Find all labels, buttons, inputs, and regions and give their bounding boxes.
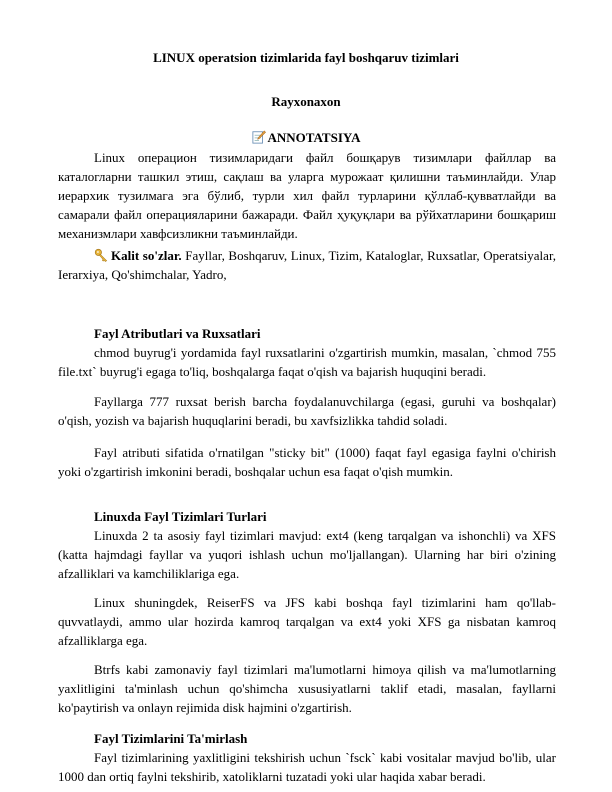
annotation-heading: ANNOTATSIYA — [267, 130, 361, 145]
key-icon — [94, 248, 108, 262]
paragraph: Fayl atributi sifatida o'rnatilgan "sticky bit" (1000) faqat fayl egasiga faylni o'chirish yoki o'zgartirish imkonini beradi, boshqalar uchun esa faqat o'qish mumkin. — [58, 445, 556, 479]
section-heading: Fayl Tizimlarini Ta'mirlash — [94, 731, 248, 746]
paragraph: Fayllarga 777 ruxsat berish barcha foydalanuvchilarga (egasi, guruhi va boshqalar) o'qish, yozish va bajarish huquqlarini beradi, bu xavfsizlikka tahdid soladi. — [58, 394, 556, 428]
paragraph: chmod buyrug'i yordamida fayl ruxsatlarini o'zgartirish mumkin, masalan, `chmod 755 file.txt` buyrug'i egaga to'liq, boshqalarga faqat o'qish va bajarish huquqini beradi. — [58, 345, 556, 379]
section-heading: Fayl Atributlari va Ruxsatlari — [94, 326, 261, 341]
keywords-label: Kalit so'zlar. — [111, 248, 182, 263]
annotation-text: Linux операцион тизимларидаги файл бошқарув тизимлари файллар ва каталогларни ташкил этиш, сақлаш ва уларга мурожаат қилишни таъминлайди. Улар иерархик тузилмага эга бўлиб, турли хил файл турларини қўллаб-қувватлайди ва самарали файл операцияларини бажаради. Файл ҳуқуқлари ва рўйхатларини бошқариш механизмлари хавфсизликни таъминлайди. — [58, 150, 556, 241]
keywords-paragraph — [58, 246, 556, 284]
annotation-heading-row — [0, 130, 612, 146]
author-name: Rayxonaxon — [271, 94, 341, 109]
paragraph: Fayl tizimlarining yaxlitligini tekshirish uchun `fsck` kabi vositalar mavjud bo'lib, ular 1000 dan ortiq faylni tekshirib, xatoliklarni tuzatadi yoki ular haqida xabar beradi. — [58, 750, 556, 784]
paragraph: Linux shuningdek, ReiserFS va JFS kabi boshqa fayl tizimlarini ham qo'llab-quvvatlaydi, ammo ular hozirda kamroq tarqalgan va ext4 yoki XFS ga nisbatan kamroq afzalliklarga ega. — [58, 595, 556, 648]
paragraph: Btrfs kabi zamonaviy fayl tizimlari ma'lumotlarni himoya qilish va ma'lumotlarning yaxlitligini ta'minlash uchun qo'shimcha xususiyatlarni taklif etadi, masalan, fayllarni ko'paytirish va onlayn rejimida disk hajmini o'zgartirish. — [58, 662, 556, 715]
section-heading: Linuxda Fayl Tizimlari Turlari — [94, 509, 267, 524]
memo-icon — [252, 130, 266, 144]
keywords-text: Fayllar, Boshqaruv, Linux, Tizim, Kataloglar, Ruxsatlar, Operatsiyalar, Ierarxiya, Qo'shimchalar, Yadro, — [58, 248, 556, 282]
document-title: LINUX operatsion tizimlarida fayl boshqaruv tizimlari — [153, 50, 459, 65]
paragraph: Linuxda 2 ta asosiy fayl tizimlari mavjud: ext4 (keng tarqalgan va ishonchli) va XFS (katta hajmdagi fayllar va yuqori ishlash uchun mo'ljallangan). Ularning har biri o'zining afzalliklari va kamchiliklariga ega. — [58, 528, 556, 581]
